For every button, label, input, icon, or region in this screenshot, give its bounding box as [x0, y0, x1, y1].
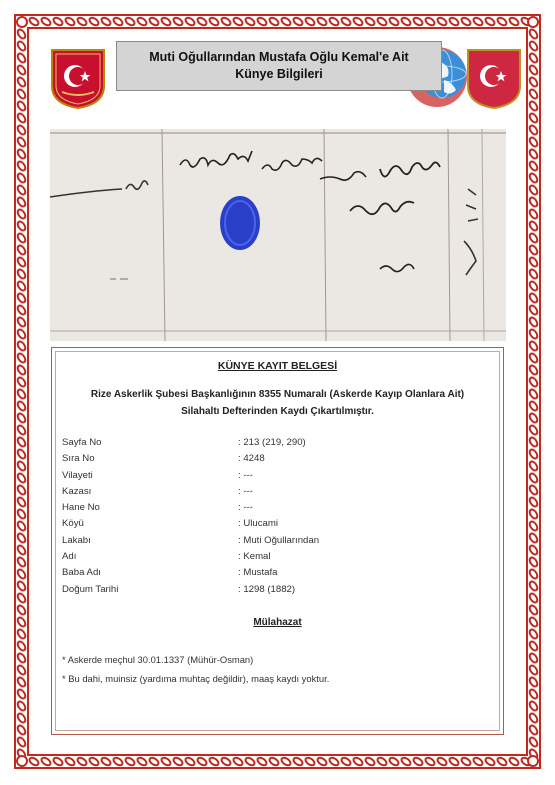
notes-heading: Mülahazat	[253, 617, 302, 628]
field-value: : 1298 (1882)	[238, 583, 296, 595]
field-value: : Kemal	[238, 551, 271, 563]
field-label: Baba Adı	[62, 567, 101, 579]
field-label: Hane No	[62, 502, 100, 514]
field-label: Vilayeti	[62, 469, 93, 481]
field-label: Adı	[62, 551, 77, 563]
field-value: : ---	[238, 485, 253, 497]
field-row	[62, 502, 482, 518]
field-value: : 213 (219, 290)	[238, 437, 306, 448]
army-emblem-right-icon	[464, 46, 524, 110]
field-label: Kazası	[62, 485, 92, 497]
field-row	[62, 584, 482, 600]
field-label: Doğum Tarihi	[62, 583, 119, 595]
note-item: * Bu dahi, muinsiz (yardıma muhtaç değildir), maaş kaydı yoktur.	[62, 673, 330, 684]
field-value: : Ulucami	[238, 518, 278, 530]
field-row	[62, 551, 482, 567]
field-row	[62, 518, 482, 534]
field-row	[62, 486, 482, 502]
note-item: * Askerde meçhul 30.01.1337 (Mühür-Osman)	[62, 654, 254, 665]
field-label: Köyü	[62, 518, 84, 530]
field-label: Lakabı	[62, 534, 91, 546]
subheading-line-2: Silahaltı Defterinden Kaydı Çıkartılmıştır.	[181, 406, 374, 417]
field-value: : ---	[238, 502, 253, 514]
field-row	[62, 437, 482, 453]
page-title	[116, 41, 442, 91]
field-row	[62, 470, 482, 486]
field-label: Sıra No	[62, 453, 95, 465]
title-line-2: Künye Bilgileri	[235, 67, 323, 81]
field-row	[62, 535, 482, 551]
registry-certificate	[51, 347, 504, 735]
certificate-heading: KÜNYE KAYIT BELGESİ	[217, 360, 338, 372]
certificate-inner-frame	[55, 351, 500, 731]
field-row	[62, 567, 482, 583]
register-scan-image	[50, 129, 506, 341]
subheading-line-1: Rize Askerlik Şubesi Başkanlığının 8355 Numaralı (Askerde Kayıp Olanlara Ait)	[90, 389, 465, 400]
field-value: : ---	[238, 469, 253, 481]
field-row	[62, 453, 482, 469]
field-label: Sayfa No	[62, 437, 102, 448]
field-value: : Mustafa	[238, 567, 278, 579]
certificate-subheading	[56, 386, 499, 420]
ottoman-register-scan	[50, 129, 506, 341]
field-value: : 4248	[238, 453, 265, 465]
notes-list	[62, 650, 329, 688]
field-list	[62, 437, 482, 600]
title-line-1: Muti Oğullarından Mustafa Oğlu Kemal'e Ait	[149, 50, 409, 64]
army-emblem-left-icon	[48, 46, 108, 110]
field-value: : Muti Oğullarından	[238, 534, 320, 546]
